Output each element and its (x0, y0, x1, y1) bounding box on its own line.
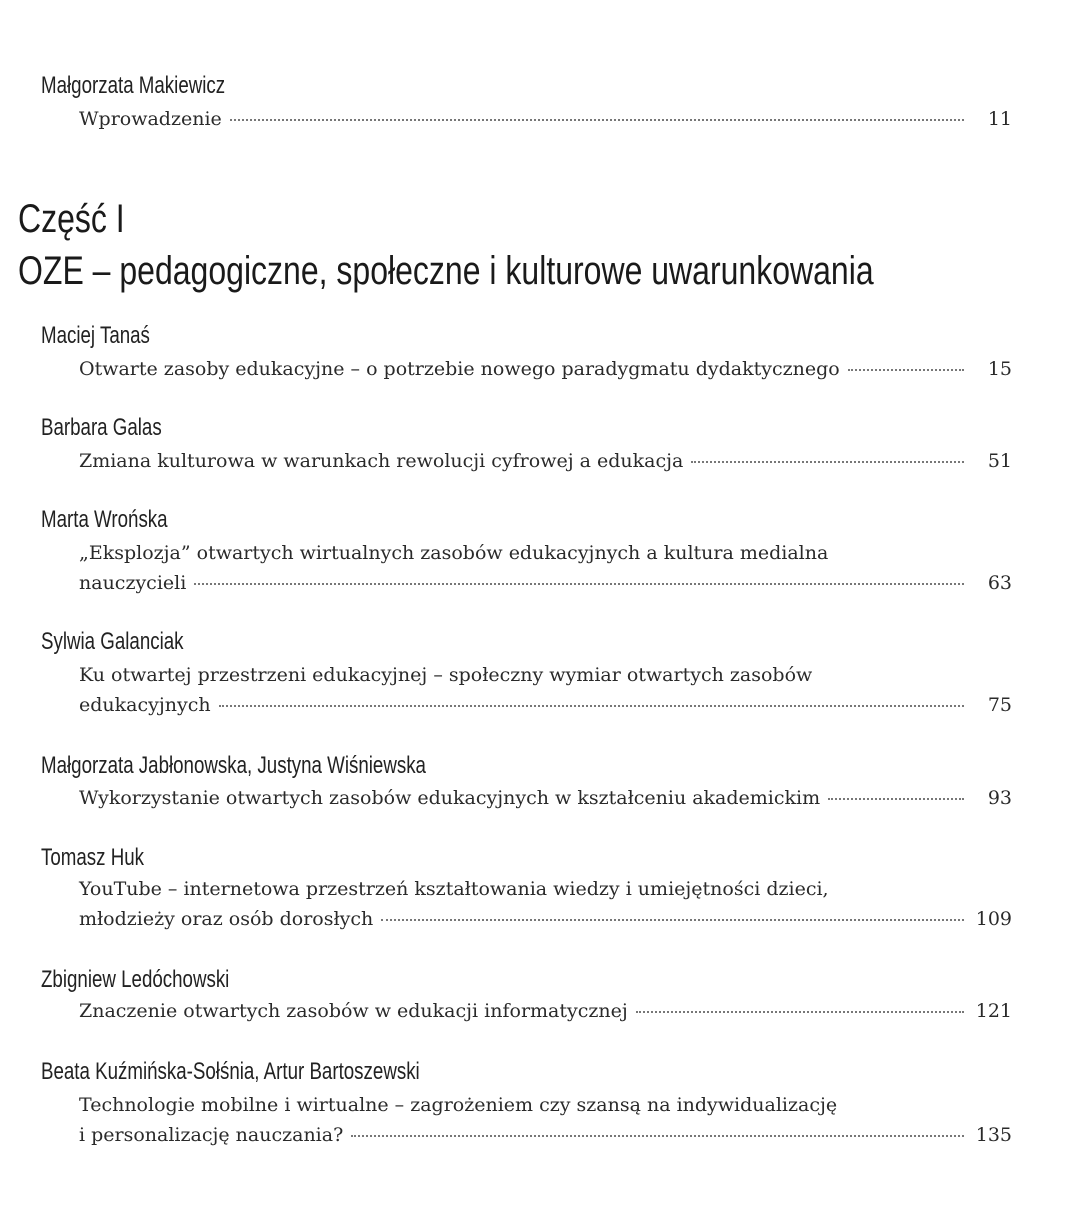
toc-entry[interactable] (79, 570, 1012, 596)
toc-page-number: 51 (987, 450, 1012, 472)
toc-page-number: 63 (987, 572, 1012, 594)
toc-entry[interactable] (79, 356, 1012, 382)
toc-entry-title-line[interactable]: Ku otwartej przestrzeni edukacyjnej – społeczny wymiar otwartych zasobów (79, 664, 813, 686)
toc-author-intro: Małgorzata Makiewicz (41, 72, 226, 99)
toc-author: Marta Wrońska (41, 506, 168, 533)
toc-author: Beata Kuźmińska-Sołśnia, Artur Bartoszewski (41, 1058, 420, 1085)
leader-dots (691, 461, 964, 463)
leader-dots (828, 798, 964, 800)
leader-dots (219, 705, 964, 707)
leader-dots (381, 919, 964, 921)
toc-page-number: 93 (987, 787, 1012, 809)
part-title: OZE – pedagogiczne, społeczne i kulturowe uwarunkowania (18, 249, 874, 293)
toc-author: Zbigniew Ledóchowski (41, 966, 230, 993)
toc-entry[interactable] (79, 785, 1012, 811)
toc-author: Sylwia Galanciak (41, 628, 184, 655)
toc-entry-title: i personalizację nauczania? (79, 1124, 344, 1146)
part-label: Część I (18, 197, 125, 241)
toc-author: Tomasz Huk (41, 844, 144, 871)
toc-entry-title-line[interactable]: YouTube – internetowa przestrzeń kształtowania wiedzy i umiejętności dzieci, (79, 878, 829, 900)
toc-page-number: 11 (987, 108, 1012, 130)
toc-entry[interactable] (79, 448, 1012, 474)
toc-page-number: 75 (987, 694, 1012, 716)
leader-dots (351, 1135, 964, 1137)
toc-entry[interactable] (79, 692, 1012, 718)
toc-entry-title-line[interactable]: Technologie mobilne i wirtualne – zagrożeniem czy szansą na indywidualizację (79, 1094, 838, 1116)
toc-entry-title: Znaczenie otwartych zasobów w edukacji informatycznej (79, 1000, 628, 1022)
toc-entry[interactable] (79, 906, 1012, 932)
leader-dots (636, 1011, 964, 1013)
toc-author: Małgorzata Jabłonowska, Justyna Wiśniewska (41, 752, 426, 779)
toc-entry-intro[interactable] (79, 106, 1012, 132)
toc-entry-title: młodzieży oraz osób dorosłych (79, 908, 374, 930)
toc-entry[interactable] (79, 998, 1012, 1024)
toc-entry-title-line[interactable]: „Eksplozja” otwartych wirtualnych zasobów edukacyjnych a kultura medialna (79, 542, 829, 564)
toc-page-number: 121 (975, 1000, 1012, 1022)
leader-dots (194, 583, 964, 585)
toc-page-number: 109 (975, 908, 1012, 930)
toc-author: Barbara Galas (41, 414, 162, 441)
leader-dots (230, 119, 964, 121)
toc-entry-title: Otwarte zasoby edukacyjne – o potrzebie nowego paradygmatu dydaktycznego (79, 358, 840, 380)
toc-page-number: 135 (975, 1124, 1012, 1146)
toc-page-number: 15 (987, 358, 1012, 380)
toc-entry-title: edukacyjnych (79, 694, 211, 716)
toc-entry[interactable] (79, 1122, 1012, 1148)
toc-entry-title: Zmiana kulturowa w warunkach rewolucji cyfrowej a edukacja (79, 450, 684, 472)
toc-entry-title: Wprowadzenie (79, 108, 222, 130)
toc-entry-title: nauczycieli (79, 572, 187, 594)
leader-dots (848, 369, 964, 371)
toc-entry-title: Wykorzystanie otwartych zasobów edukacyjnych w kształceniu akademickim (79, 787, 821, 809)
toc-author: Maciej Tanaś (41, 322, 150, 349)
